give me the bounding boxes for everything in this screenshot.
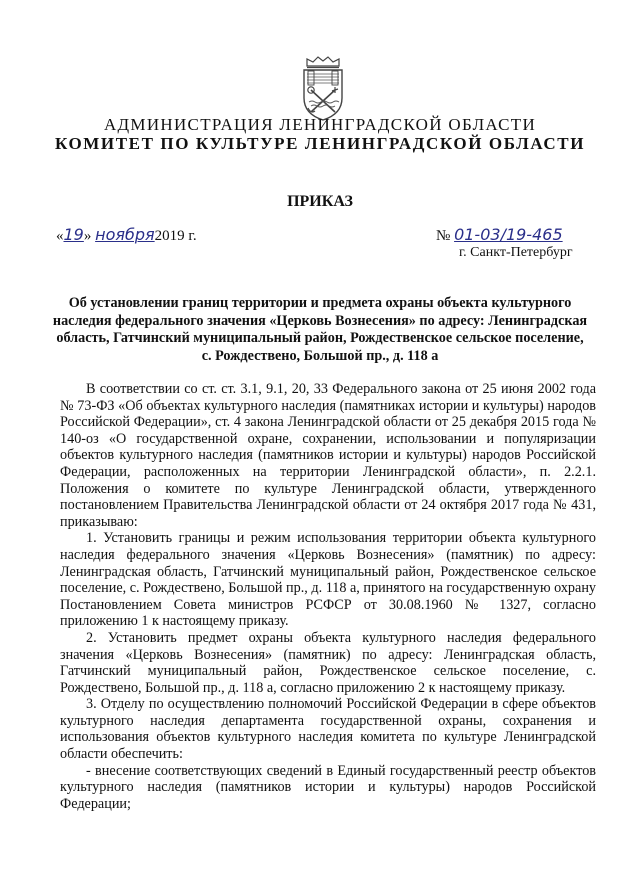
coat-of-arms-icon (299, 56, 347, 122)
document-title: Об установлении границ территории и предмета охраны объекта культурного наследия федерального значения «Церковь Вознесения» по адресу: Ленинградская область, Гатчинский муниципальный район, Рождественское сельское поселение, с. Рождествено, Большой пр., д. 118 а (52, 295, 588, 364)
document-type: ПРИКАЗ (287, 193, 353, 210)
preamble-paragraph: В соответствии со ст. ст. 3.1, 9.1, 20, 33 Федерального закона от 25 июня 2002 года № 73-ФЗ «Об объектах культурного наследия (памятниках истории и культуры) народов Российской Федерации», ст. 4 закона Ленинградской области от 25 декабря 2015 года № 140-оз «О государственной охране, сохранении, использовании и популяризации объектов культурного наследия (памятников истории и культуры) народов Российской Федерации, расположенных на территории Ленинградской области», п. 2.2.1. Положения о комитете по культуре Ленинградской области, утвержденного постановлением Правительства Ленинградской области от 24 октября 2017 года № 431, приказываю: (60, 381, 596, 530)
order-item-1: 1. Установить границы и режим использования территории объекта культурного наследия федерального значения «Церковь Вознесения» (памятник) по адресу: Ленинградская область, Гатчинский муниципальный район, Рождественское сельское поселение, с. Рождествено, Большой пр., д. 118 а, принятого на государственную охрану Постановлением Совета министров РСФСР от 30.08.1960 № 1327, согласно приложению 1 к настоящему приказу. (60, 530, 597, 630)
order-item-3: 3. Отделу по осуществлению полномочий Российской Федерации в сфере объектов культурного наследия департамента государственной охраны, сохранения и использования объектов культурного наследия комитета по культуре Ленинградской области обеспечить: (60, 696, 596, 763)
document-body (60, 381, 596, 812)
number-value: 01-03/19-465 (454, 225, 563, 244)
date-close-quote: » (83, 228, 92, 244)
document-date (56, 225, 197, 245)
number-prefix: № (436, 228, 451, 244)
committee-name: КОМИТЕТ ПО КУЛЬТУРЕ ЛЕНИНГРАДСКОЙ ОБЛАСТИ (54, 134, 586, 153)
date-day: 19 (63, 225, 84, 244)
document-number (436, 225, 563, 245)
date-open-quote: « (56, 228, 64, 244)
date-month: ноября (95, 225, 155, 244)
date-year: 2019 г. (154, 228, 197, 244)
order-subitem: - внесение соответствующих сведений в Единый государственный реестр объектов культурного наследия (памятников истории и культуры) народов Российской Федерации; (60, 762, 596, 812)
organization-name: АДМИНИСТРАЦИЯ ЛЕНИНГРАДСКОЙ ОБЛАСТИ (103, 115, 537, 134)
city: г. Санкт-Петербург (459, 245, 573, 260)
order-item-2: 2. Установить предмет охраны объекта культурного наследия федерального значения «Церковь Вознесения» (памятник) по адресу: Ленинградская область, Гатчинский муниципальный район, Рождественское сельское поселение, с. Рождествено, Большой пр., д. 118 а, согласно приложению 2 к настоящему приказу. (60, 629, 596, 696)
